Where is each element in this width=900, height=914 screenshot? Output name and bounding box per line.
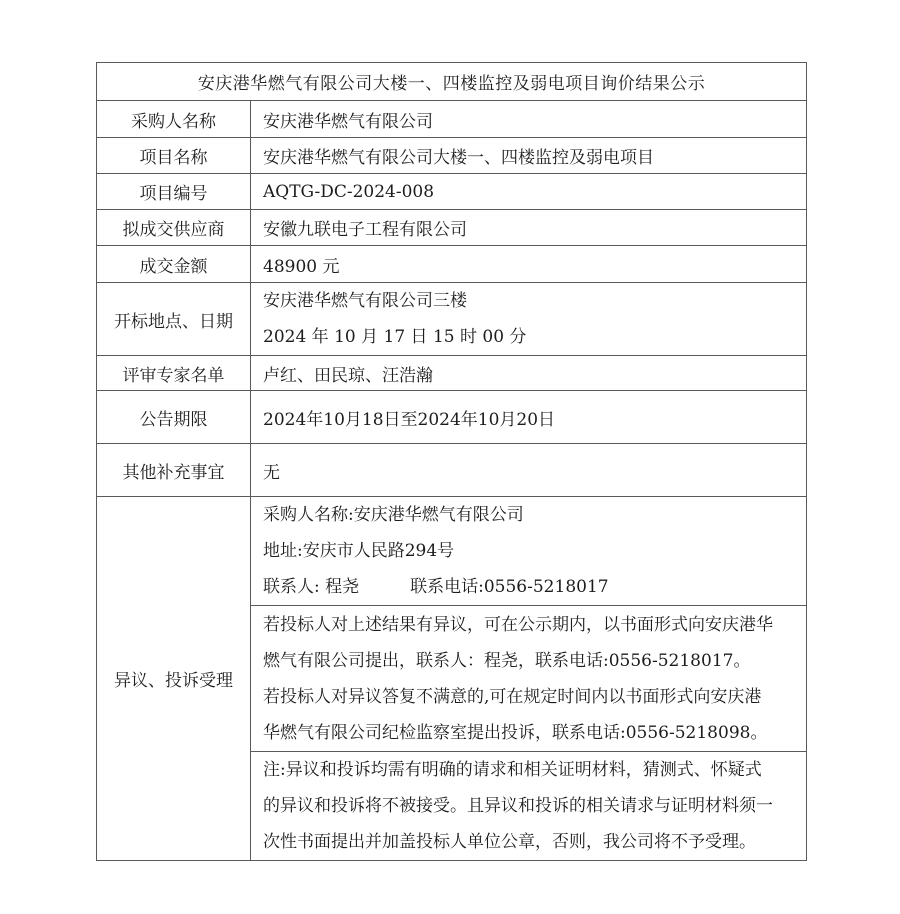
table-row [97, 138, 807, 174]
table-row [97, 101, 807, 138]
bid-opening-datetime: 2024 年 10 月 17 日 15 时 00 分 [263, 327, 527, 347]
project-number-label: 项目编号 [97, 174, 251, 210]
expert-list-value: 卢红、田民琼、汪浩瀚 [251, 356, 807, 391]
objection-contact-address: 地址:安庆市人民路294号 [263, 541, 455, 561]
table-row [97, 174, 807, 210]
proposed-supplier-label: 拟成交供应商 [97, 210, 251, 246]
objection-note-line: 次性书面提出并加盖投标人单位公章，否则，我公司将不予受理。 [263, 832, 756, 852]
objection-procedure-cell [251, 606, 807, 752]
purchaser-name-label: 采购人名称 [97, 101, 251, 138]
document-title: 安庆港华燃气有限公司大楼一、四楼监控及弱电项目询价结果公示 [97, 63, 807, 101]
bid-opening-value [251, 283, 807, 356]
table-row [97, 391, 807, 444]
table-row [97, 246, 807, 283]
purchaser-name-value: 安庆港华燃气有限公司 [251, 101, 807, 138]
objection-contact-row [97, 497, 807, 606]
objection-procedure-line: 华燃气有限公司纪检监察室提出投诉，联系电话:0556-5218098。 [263, 722, 768, 743]
objection-procedure-line: 燃气有限公司提出，联系人：程尧，联系电话:0556-5218017。 [263, 650, 751, 671]
objection-note-line: 的异议和投诉将不被接受。且异议和投诉的相关请求与证明材料须一 [263, 796, 773, 816]
project-name-label: 项目名称 [97, 138, 251, 174]
table-row [97, 356, 807, 391]
announcement-table [96, 62, 807, 861]
table-row [97, 210, 807, 246]
announcement-period-label: 公告期限 [97, 391, 251, 444]
bid-opening-label: 开标地点、日期 [97, 283, 251, 356]
deal-amount-label: 成交金额 [97, 246, 251, 283]
objection-note-cell [251, 752, 807, 861]
objection-section-label: 异议、投诉受理 [97, 497, 251, 861]
objection-note-line: 注:异议和投诉均需有明确的请求和相关证明材料，猜测式、怀疑式 [263, 760, 762, 780]
table-row [97, 283, 807, 356]
objection-procedure-line: 若投标人对上述结果有异议，可在公示期内，以书面形式向安庆港华 [263, 614, 773, 635]
objection-contact-purchaser: 采购人名称:安庆港华燃气有限公司 [263, 505, 524, 525]
bid-opening-place: 安庆港华燃气有限公司三楼 [263, 291, 467, 311]
expert-list-label: 评审专家名单 [97, 356, 251, 391]
project-number-value: AQTG-DC-2024-008 [251, 174, 807, 210]
announcement-period-value: 2024年10月18日至2024年10月20日 [251, 391, 807, 444]
deal-amount-value: 48900 元 [251, 246, 807, 283]
title-row [97, 63, 807, 101]
other-matters-label: 其他补充事宜 [97, 444, 251, 497]
objection-contact-person-phone: 联系人: 程尧 联系电话:0556-5218017 [263, 577, 609, 597]
proposed-supplier-value: 安徽九联电子工程有限公司 [251, 210, 807, 246]
table-row [97, 444, 807, 497]
objection-procedure-line: 若投标人对异议答复不满意的,可在规定时间内以书面形式向安庆港 [263, 686, 762, 707]
other-matters-value: 无 [251, 444, 807, 497]
project-name-value: 安庆港华燃气有限公司大楼一、四楼监控及弱电项目 [251, 138, 807, 174]
objection-contact-cell [251, 497, 807, 606]
